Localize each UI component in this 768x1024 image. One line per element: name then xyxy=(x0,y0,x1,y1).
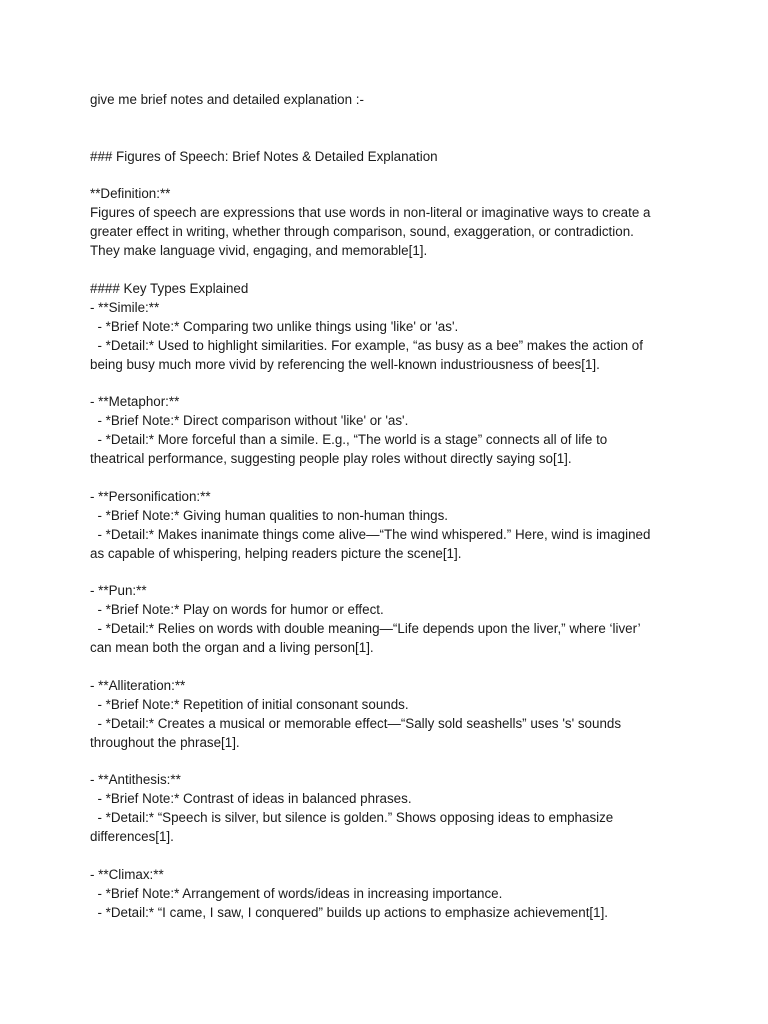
prompt-text: give me brief notes and detailed explanation :- xyxy=(90,92,364,107)
brief-note: - *Brief Note:* Comparing two unlike things using 'like' or 'as'. xyxy=(90,318,459,334)
brief-note: - *Brief Note:* Play on words for humor or effect. xyxy=(90,602,384,618)
spacer xyxy=(90,658,680,677)
key-types-heading: #### Key Types Explained xyxy=(90,281,249,296)
section-heading: ### Figures of Speech: Brief Notes & Detailed Explanation xyxy=(90,148,438,164)
spacer xyxy=(90,564,680,583)
brief-note: - *Brief Note:* Giving human qualities to non-human things. xyxy=(90,507,449,523)
spacer xyxy=(90,129,680,148)
type-name-pun: - **Pun:** xyxy=(90,583,147,599)
definition-label: **Definition:** xyxy=(90,186,171,202)
document-page xyxy=(90,91,680,923)
brief-note: - *Brief Note:* Arrangement of words/ideas in increasing importance. xyxy=(90,885,503,901)
detail-line: - *Detail:* Relies on words with double meaning—“Life depends upon the liver,” where ‘liver’ xyxy=(90,621,641,637)
detail-line: - *Detail:* “I came, I saw, I conquered” builds up actions to emphasize achievement[1]. xyxy=(90,904,609,920)
detail-line: can mean both the organ and a living person[1]. xyxy=(90,640,374,656)
spacer xyxy=(90,261,680,280)
detail-line: differences[1]. xyxy=(90,829,174,845)
type-name-personification: - **Personification:** xyxy=(90,488,211,504)
spacer xyxy=(90,469,680,488)
spacer xyxy=(90,167,680,186)
spacer xyxy=(90,375,680,394)
detail-line: theatrical performance, suggesting people play roles without directly saying so[1]. xyxy=(90,451,572,467)
detail-line: - *Detail:* More forceful than a simile. E.g., “The world is a stage” connects all of life to xyxy=(90,432,608,448)
definition-line: They make language vivid, engaging, and memorable[1]. xyxy=(90,243,428,259)
brief-note: - *Brief Note:* Repetition of initial consonant sounds. xyxy=(90,696,409,712)
detail-line: - *Detail:* Creates a musical or memorable effect—“Sally sold seashells” uses 's' sounds xyxy=(90,715,622,731)
type-name-antithesis: - **Antithesis:** xyxy=(90,772,181,788)
detail-line: - *Detail:* Used to highlight similarities. For example, “as busy as a bee” makes the action of xyxy=(90,337,643,353)
spacer xyxy=(90,753,680,772)
detail-line: being busy much more vivid by referencing the well-known industriousness of bees[1]. xyxy=(90,356,600,372)
brief-note: - *Brief Note:* Direct comparison without 'like' or 'as'. xyxy=(90,413,409,429)
detail-line: - *Detail:* Makes inanimate things come alive—“The wind whispered.” Here, wind is imagined xyxy=(90,526,651,542)
detail-line: throughout the phrase[1]. xyxy=(90,734,240,750)
spacer xyxy=(90,110,680,129)
spacer xyxy=(90,847,680,866)
definition-line: Figures of speech are expressions that use words in non-literal or imaginative ways to create a xyxy=(90,205,651,221)
detail-line: as capable of whispering, helping readers picture the scene[1]. xyxy=(90,545,462,561)
definition-line: greater effect in writing, whether through comparison, sound, exaggeration, or contradiction. xyxy=(90,224,634,240)
detail-line: - *Detail:* “Speech is silver, but silence is golden.” Shows opposing ideas to emphasize xyxy=(90,810,614,826)
type-name-metaphor: - **Metaphor:** xyxy=(90,394,180,410)
brief-note: - *Brief Note:* Contrast of ideas in balanced phrases. xyxy=(90,791,412,807)
type-name-simile: - **Simile:** xyxy=(90,299,160,315)
type-name-alliteration: - **Alliteration:** xyxy=(90,677,186,693)
type-name-climax: - **Climax:** xyxy=(90,867,164,882)
